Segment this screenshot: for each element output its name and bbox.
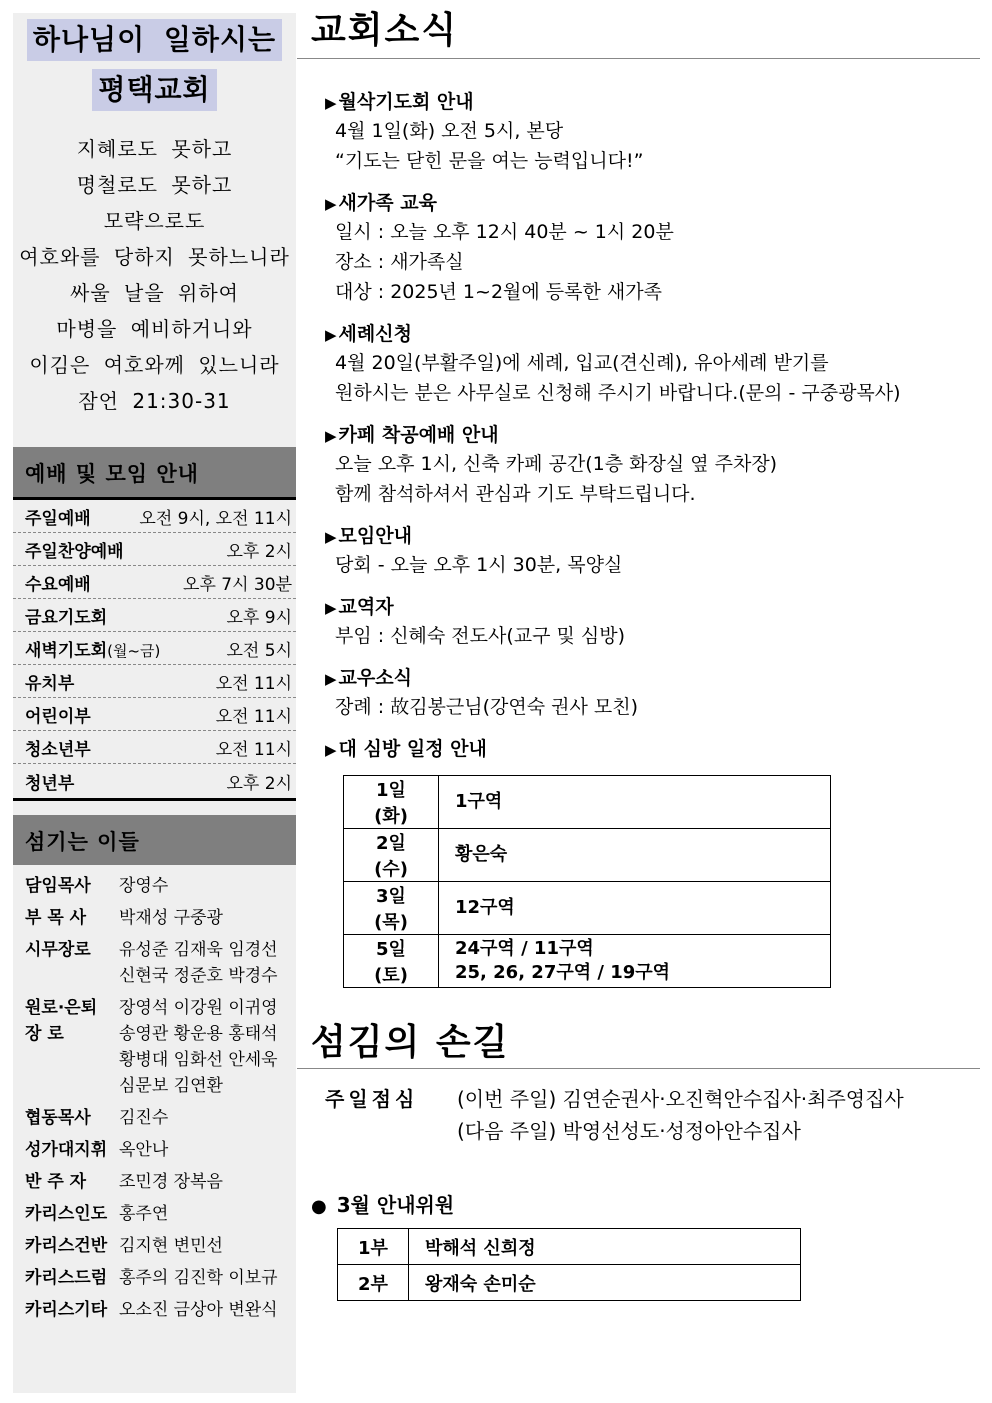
server-row bbox=[13, 995, 296, 1099]
server-names: 김지현 변민선 bbox=[119, 1236, 223, 1256]
server-row bbox=[13, 1265, 296, 1291]
bible-verse bbox=[13, 131, 296, 419]
server-row bbox=[13, 905, 296, 931]
server-role: 카리스기타 bbox=[25, 1300, 108, 1320]
server-row bbox=[13, 1233, 296, 1259]
server-names: 김진수 bbox=[119, 1108, 169, 1128]
server-names: 유성준 김재욱 임경선 신현국 정준호 박경수 bbox=[119, 940, 278, 986]
triangle-bullet-icon: ▶ bbox=[325, 195, 337, 213]
table-row bbox=[344, 829, 831, 882]
worship-name: 청년부 bbox=[25, 773, 75, 794]
news-item bbox=[325, 190, 980, 307]
news-item bbox=[325, 594, 980, 651]
server-row bbox=[13, 1297, 296, 1323]
news-line: 4월 1일(화) 오전 5시, 본당 bbox=[335, 120, 564, 142]
news-line: 원하시는 분은 사무실로 신청해 주시기 바랍니다.(문의 - 구중광목사) bbox=[335, 382, 901, 404]
worship-schedule bbox=[13, 447, 296, 801]
page-title: 교회소식 bbox=[297, 0, 980, 59]
server-role: 부 목 사 bbox=[25, 908, 87, 928]
triangle-bullet-icon: ▶ bbox=[325, 528, 337, 546]
verse-line: 여호와를 당하지 못하느니라 bbox=[19, 245, 290, 269]
server-row bbox=[13, 937, 296, 989]
server-names: 장영수 bbox=[119, 876, 169, 896]
news-heading: ▶ 월삭기도회 안내 bbox=[325, 91, 474, 113]
visit-schedule-table bbox=[343, 775, 831, 988]
worship-time: 오후 2시 bbox=[226, 541, 292, 562]
worship-time: 오후 9시 bbox=[226, 607, 292, 628]
news-line: 4월 20일(부활주일)에 세례, 입교(견신례), 유아세례 받기를 bbox=[335, 352, 829, 374]
news-item bbox=[325, 523, 980, 580]
news-item bbox=[325, 422, 980, 509]
section-title: 섬김의 손길 bbox=[297, 1014, 980, 1069]
worship-name: 수요예배 bbox=[25, 574, 91, 595]
visit-area: 24구역 / 11구역 25, 26, 27구역 / 19구역 bbox=[439, 935, 831, 988]
server-row bbox=[13, 873, 296, 899]
servers-section bbox=[13, 815, 296, 1323]
server-role: 시무장로 bbox=[25, 940, 91, 960]
worship-row bbox=[13, 599, 296, 632]
news-list bbox=[297, 59, 980, 988]
verse-line: 명철로도 못하고 bbox=[76, 173, 233, 197]
worship-name: 금요기도회 bbox=[25, 607, 108, 628]
worship-time: 오전 9시, 오전 11시 bbox=[139, 508, 292, 529]
server-names: 조민경 장복음 bbox=[119, 1172, 223, 1192]
triangle-bullet-icon: ▶ bbox=[325, 599, 337, 617]
visit-day: 3일(목) bbox=[344, 882, 439, 935]
news-line: 대상 : 2025년 1~2월에 등록한 새가족 bbox=[335, 281, 662, 303]
news-line: “기도는 닫힌 문을 여는 능력입니다!” bbox=[335, 150, 644, 172]
news-item bbox=[325, 89, 980, 176]
server-role: 반 주 자 bbox=[25, 1172, 87, 1192]
news-line: 함께 참석하셔서 관심과 기도 부탁드립니다. bbox=[335, 483, 696, 505]
ushers-table bbox=[337, 1228, 801, 1301]
news-heading: ▶ 카페 착공예배 안내 bbox=[325, 424, 499, 446]
table-row bbox=[338, 1229, 801, 1265]
news-line: 오늘 오후 1시, 신축 카페 공간(1층 화장실 옆 주차장) bbox=[335, 453, 778, 475]
lunch-this-week: (이번 주일) 김연순권사·오진혁안수집사·최주영집사 bbox=[457, 1087, 904, 1111]
church-title-line: 평택교회 bbox=[92, 69, 216, 111]
server-names: 박재성 구중광 bbox=[119, 908, 223, 928]
table-row bbox=[344, 882, 831, 935]
worship-row bbox=[13, 500, 296, 533]
lunch-next-week: (다음 주일) 박영선성도·성정아안수집사 bbox=[457, 1119, 801, 1143]
visit-day: 1일(화) bbox=[344, 776, 439, 829]
worship-row bbox=[13, 665, 296, 698]
visit-day: 2일(수) bbox=[344, 829, 439, 882]
lunch-service bbox=[297, 1083, 980, 1147]
worship-name: 청소년부 bbox=[25, 739, 91, 760]
verse-line: 모략으로도 bbox=[103, 209, 206, 233]
verse-reference: 잠언 21:30-31 bbox=[78, 389, 231, 413]
server-role: 카리스드럼 bbox=[25, 1268, 108, 1288]
triangle-bullet-icon: ▶ bbox=[325, 427, 337, 445]
worship-row bbox=[13, 632, 296, 665]
lunch-label: 주일점심 bbox=[325, 1087, 419, 1111]
ushers-heading: ● 3월 안내위원 bbox=[311, 1193, 455, 1217]
server-names: 홍주의 김진학 이보규 bbox=[119, 1268, 278, 1288]
worship-time: 오전 11시 bbox=[215, 739, 292, 760]
news-line: 장소 : 새가족실 bbox=[335, 251, 464, 273]
server-role: 담임목사 bbox=[25, 876, 91, 896]
main-content bbox=[297, 0, 980, 1301]
server-role: 카리스인도 bbox=[25, 1204, 108, 1224]
worship-row bbox=[13, 731, 296, 764]
worship-name: 새벽기도회(월~금) bbox=[25, 640, 161, 661]
usher-part: 1부 bbox=[338, 1229, 409, 1265]
verse-line: 마병을 예비하거니와 bbox=[56, 317, 253, 341]
server-row bbox=[13, 1169, 296, 1195]
worship-row bbox=[13, 698, 296, 731]
triangle-bullet-icon: ▶ bbox=[325, 326, 337, 344]
worship-row bbox=[13, 764, 296, 801]
worship-time: 오전 5시 bbox=[226, 640, 292, 661]
sidebar bbox=[13, 13, 296, 1393]
worship-row bbox=[13, 566, 296, 599]
worship-time: 오후 7시 30분 bbox=[183, 574, 292, 595]
server-role: 성가대지휘 bbox=[25, 1140, 108, 1160]
table-row bbox=[344, 776, 831, 829]
news-heading: ▶ 모임안내 bbox=[325, 525, 412, 547]
server-names: 옥안나 bbox=[119, 1140, 169, 1160]
news-heading: ▶ 새가족 교육 bbox=[325, 192, 437, 214]
usher-names: 박해석 신희정 bbox=[409, 1229, 801, 1265]
news-heading: ▶ 세례신청 bbox=[325, 323, 412, 345]
server-names: 홍주연 bbox=[119, 1204, 169, 1224]
visit-schedule-heading: ▶ 대 심방 일정 안내 bbox=[325, 738, 487, 760]
church-title bbox=[13, 19, 296, 119]
worship-name: 주일예배 bbox=[25, 508, 91, 529]
server-row bbox=[13, 1105, 296, 1131]
triangle-bullet-icon: ▶ bbox=[325, 670, 337, 688]
visit-area: 12구역 bbox=[439, 882, 831, 935]
table-row bbox=[344, 935, 831, 988]
server-names: 오소진 금상아 변완식 bbox=[119, 1300, 278, 1320]
server-role: 협동목사 bbox=[25, 1108, 91, 1128]
usher-names: 왕재숙 손미순 bbox=[409, 1265, 801, 1301]
news-line: 일시 : 오늘 오후 12시 40분 ~ 1시 20분 bbox=[335, 221, 674, 243]
worship-time: 오후 2시 bbox=[226, 773, 292, 794]
server-row bbox=[13, 1201, 296, 1227]
worship-name: 어린이부 bbox=[25, 706, 91, 727]
worship-row bbox=[13, 533, 296, 566]
verse-line: 싸울 날을 위하여 bbox=[70, 281, 239, 305]
verse-line: 이김은 여호와께 있느니라 bbox=[29, 353, 280, 377]
triangle-bullet-icon: ▶ bbox=[325, 94, 337, 112]
news-line: 부임 : 신혜숙 전도사(교구 및 심방) bbox=[335, 625, 626, 647]
news-item bbox=[325, 665, 980, 722]
server-names: 장영석 이강원 이귀영 송영관 황운용 홍태석 황병대 임화선 안세욱 심문보 김연환 bbox=[119, 998, 278, 1096]
news-heading: ▶ 교우소식 bbox=[325, 667, 412, 689]
visit-area: 1구역 bbox=[439, 776, 831, 829]
circle-bullet-icon: ● bbox=[311, 1196, 327, 1217]
table-row bbox=[338, 1265, 801, 1301]
church-title-line: 하나님이 일하시는 bbox=[27, 19, 282, 61]
visit-day: 5일(토) bbox=[344, 935, 439, 988]
usher-part: 2부 bbox=[338, 1265, 409, 1301]
news-line: 장례 : 故김봉근님(강연숙 권사 모친) bbox=[335, 696, 638, 718]
news-line: 당회 - 오늘 오후 1시 30분, 목양실 bbox=[335, 554, 623, 576]
visit-area: 황은숙 bbox=[439, 829, 831, 882]
server-role: 원로·은퇴 장 로 bbox=[25, 998, 98, 1044]
worship-name: 유치부 bbox=[25, 673, 75, 694]
server-role: 카리스건반 bbox=[25, 1236, 108, 1256]
news-item bbox=[325, 321, 980, 408]
server-row bbox=[13, 1137, 296, 1163]
verse-line: 지혜로도 못하고 bbox=[76, 137, 233, 161]
servers-header: 섬기는 이들 bbox=[13, 815, 296, 865]
worship-time: 오전 11시 bbox=[215, 673, 292, 694]
news-heading: ▶ 교역자 bbox=[325, 596, 394, 618]
worship-name: 주일찬양예배 bbox=[25, 541, 124, 562]
triangle-bullet-icon: ▶ bbox=[325, 741, 337, 759]
worship-time: 오전 11시 bbox=[215, 706, 292, 727]
worship-header: 예배 및 모임 안내 bbox=[13, 447, 296, 500]
